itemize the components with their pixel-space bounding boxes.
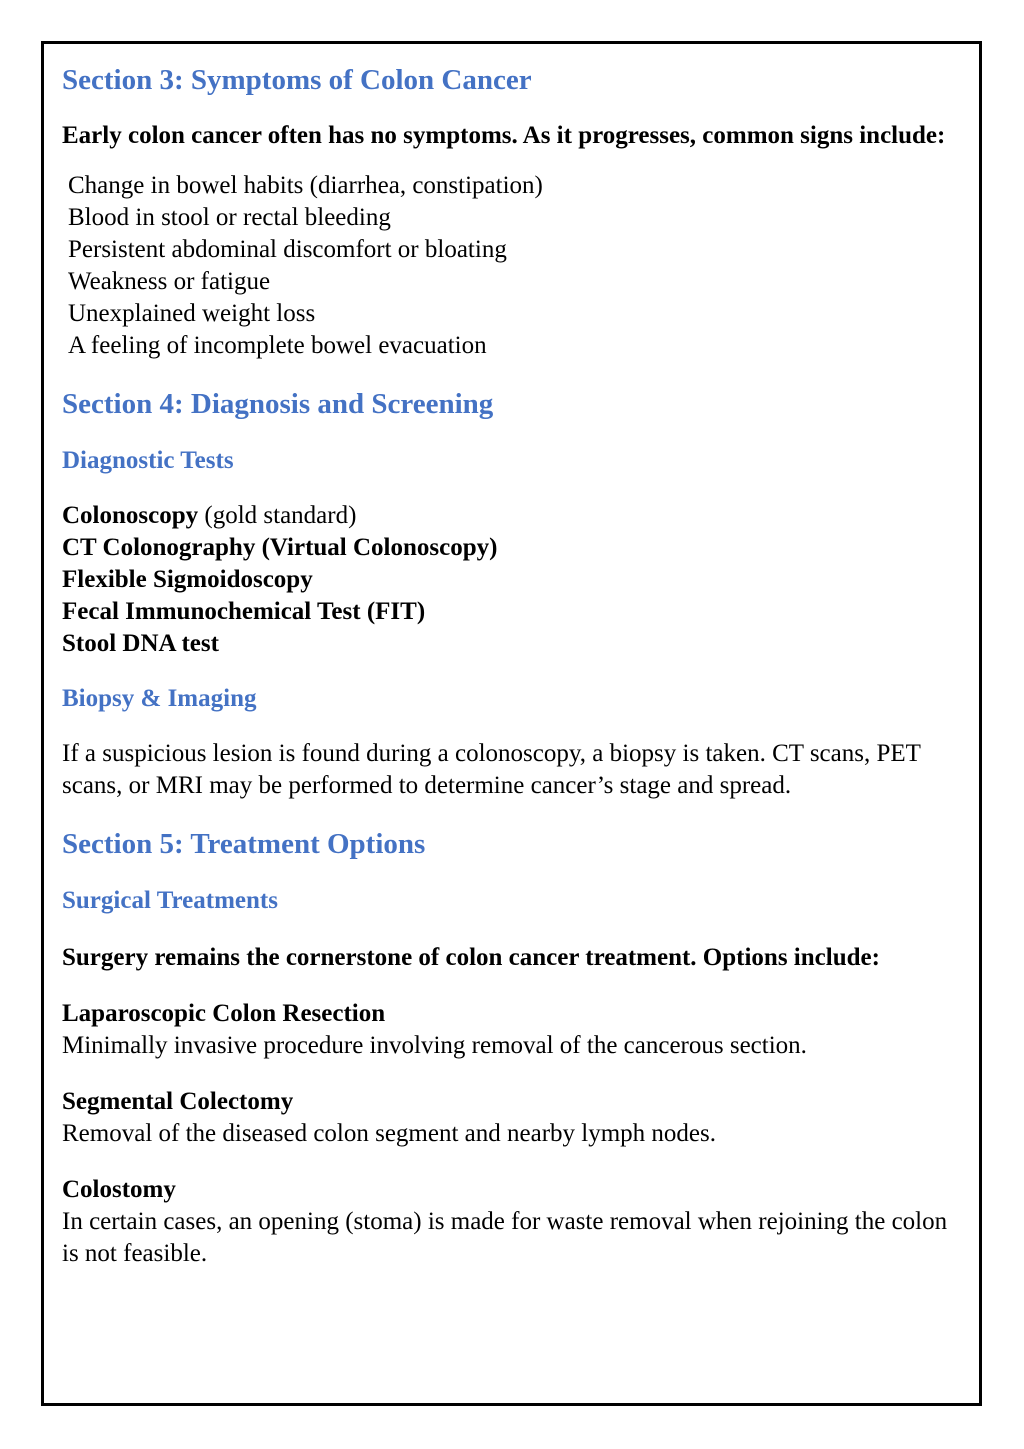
list-item [62,596,967,628]
treatment-item [62,1174,967,1270]
document-content [62,60,967,1270]
diagnostic-tests-list [62,500,967,660]
symptoms-list [62,170,967,362]
treatment-title: Colostomy [62,1176,176,1203]
test-name: CT Colonography (Virtual Colonoscopy) [62,534,498,561]
test-name: Fecal Immunochemical Test (FIT) [62,598,426,625]
list-item [62,564,967,596]
section-4-heading: Section 4: Diagnosis and Screening [62,388,494,420]
list-item [62,532,967,564]
treatment-description: In certain cases, an opening (stoma) is made for waste removal when rejoining the colon is not feasible. [62,1208,948,1267]
list-item: Change in bowel habits (diarrhea, constipation) [68,172,543,199]
list-item: Unexplained weight loss [68,300,316,327]
section-3-heading: Section 3: Symptoms of Colon Cancer [62,64,532,96]
section-3-intro: Early colon cancer often has no symptoms. As it progresses, common signs include: [62,122,946,149]
biopsy-paragraph: If a suspicious lesion is found during a colonoscopy, a biopsy is taken. CT scans, PET scans, or MRI may be performed to determine cancer’s stage and spread. [62,740,921,799]
surgical-treatments-heading: Surgical Treatments [62,887,278,914]
treatment-title: Segmental Colectomy [62,1088,294,1115]
diagnostic-tests-heading: Diagnostic Tests [62,447,234,474]
list-item [62,628,967,660]
list-item: Blood in stool or rectal bleeding [68,204,391,231]
test-name: Stool DNA test [62,630,219,657]
section-5-heading: Section 5: Treatment Options [62,828,426,860]
list-item: A feeling of incomplete bowel evacuation [68,332,487,359]
test-note: (gold standard) [198,502,357,529]
treatment-item [62,1086,967,1150]
treatment-title: Laparoscopic Colon Resection [62,1000,386,1027]
biopsy-imaging-heading: Biopsy & Imaging [62,685,257,712]
list-item: Weakness or fatigue [68,268,271,295]
list-item [62,500,967,532]
treatment-item [62,998,967,1062]
treatment-description: Minimally invasive procedure involving removal of the cancerous section. [62,1032,807,1059]
test-name: Flexible Sigmoidoscopy [62,566,313,593]
test-name: Colonoscopy [62,502,199,529]
section-5-intro: Surgery remains the cornerstone of colon cancer treatment. Options include: [62,944,880,971]
list-item: Persistent abdominal discomfort or bloating [68,236,507,263]
treatment-description: Removal of the diseased colon segment and nearby lymph nodes. [62,1120,717,1147]
